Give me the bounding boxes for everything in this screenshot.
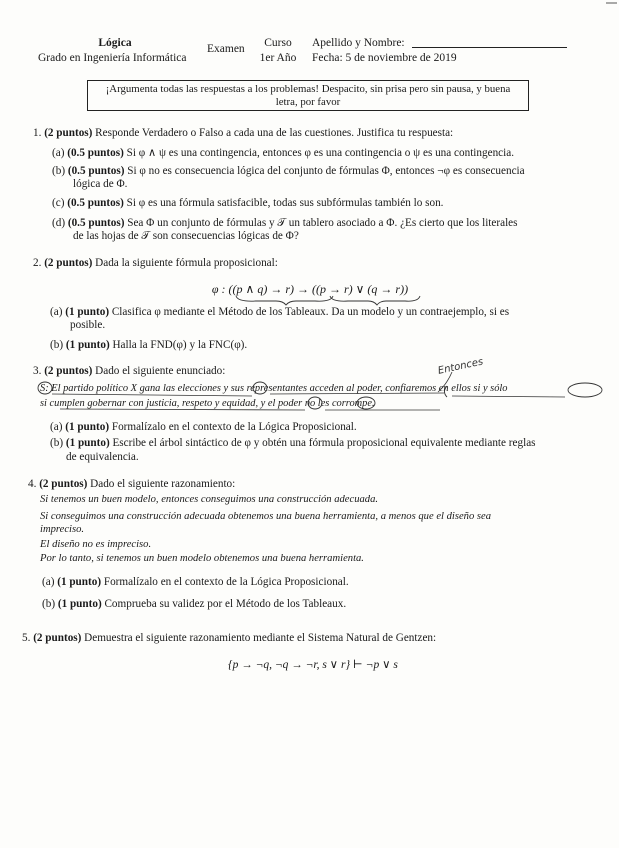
- item-label: (a): [42, 576, 55, 588]
- item-label: (a): [50, 421, 63, 433]
- question-points: (2 puntos): [44, 365, 93, 377]
- q1-item-a: [52, 147, 514, 160]
- item-text: Formalízalo en el contexto de la Lógica Proposicional.: [111, 421, 357, 433]
- item-points: (0.5 puntos): [67, 147, 124, 159]
- q3-item-a: [50, 421, 357, 434]
- q3-statement-line2: si cumplen gobernar con justicia, respeto y equidad, y el poder no les corrompe.: [40, 398, 375, 409]
- q1-item-b-cont: lógica de Φ.: [73, 178, 128, 190]
- question-number: 1.: [33, 127, 42, 139]
- item-points: (1 punto): [65, 421, 110, 433]
- q1-item-d: [52, 217, 518, 230]
- course-value: 1er Año: [259, 52, 297, 64]
- item-points: (1 punto): [65, 306, 110, 318]
- q4-premise-3: El diseño no es impreciso.: [40, 539, 152, 550]
- question-text: Dada la siguiente fórmula proposicional:: [95, 257, 278, 269]
- question-1: [33, 127, 453, 140]
- question-3: [33, 365, 225, 378]
- handwritten-note: Entonces: [437, 356, 485, 377]
- q2-item-b: [50, 339, 247, 352]
- item-points: (1 punto): [65, 437, 110, 449]
- item-points: (1 punto): [57, 576, 102, 588]
- item-label: (b): [42, 598, 56, 610]
- question-text: Dado el siguiente razonamiento:: [90, 478, 236, 490]
- subject-title: Lógica: [98, 37, 132, 49]
- name-label: Apellido y Nombre:: [312, 37, 405, 49]
- item-text: Formalízalo en el contexto de la Lógica Proposicional.: [103, 576, 349, 588]
- name-field-line[interactable]: [412, 47, 567, 48]
- item-label: (b): [50, 339, 64, 351]
- item-text: Clasifica φ mediante el Método de los Tableaux. Da un modelo y un contraejemplo, si es: [111, 306, 510, 318]
- item-points: (0.5 puntos): [67, 217, 125, 229]
- item-points: (1 punto): [57, 598, 102, 610]
- item-text: Comprueba su validez por el Método de los Tableaux.: [104, 598, 347, 610]
- item-text: Sea Φ un conjunto de fórmulas y 𝒯 un tablero asociado a Φ. ¿Es cierto que los literales: [127, 217, 518, 229]
- q3-item-b: [50, 437, 536, 450]
- question-number: 2.: [33, 257, 42, 269]
- item-label: (a): [50, 306, 63, 318]
- q1-item-b: [52, 165, 525, 178]
- question-text: Responde Verdadero o Falso a cada una de las cuestiones. Justifica tu respuesta:: [95, 127, 454, 139]
- question-5: [22, 632, 436, 645]
- q2-item-a: [50, 306, 509, 319]
- q4-premise-2-cont: impreciso.: [40, 524, 85, 535]
- q4-premise-1: Si tenemos un buen modelo, entonces conseguimos una construcción adecuada.: [40, 494, 379, 505]
- degree-name: Grado en Ingeniería Informática: [38, 52, 187, 64]
- item-points: (1 punto): [65, 339, 110, 351]
- q3-item-b-cont: de equivalencia.: [66, 451, 139, 463]
- q2-formula: φ : ((p ∧ q) → r) → ((p → r) ∨ (q → r)): [211, 282, 409, 296]
- q4-conclusion: Por lo tanto, si tenemos un buen modelo obtenemos una buena herramienta.: [40, 553, 364, 564]
- item-label: (b): [50, 437, 64, 449]
- question-points: (2 puntos): [39, 478, 88, 490]
- q3-statement-line1: S: El partido político X gana las elecciones y sus representantes acceden al poder, confiaremos en ellos si y sólo: [40, 383, 508, 394]
- course-label: Curso: [264, 37, 292, 49]
- underline-mark: [452, 396, 565, 397]
- question-points: (2 puntos): [44, 257, 93, 269]
- q1-item-c: [52, 197, 443, 210]
- exam-date: Fecha: 5 de noviembre de 2019: [312, 52, 457, 64]
- q1-item-d-cont: de las hojas de 𝒯 son consecuencias lógicas de Φ?: [73, 230, 299, 242]
- q4-item-a: [42, 576, 349, 589]
- item-text: Si φ es una fórmula satisfacible, todas sus subfórmulas también lo son.: [126, 197, 444, 209]
- question-points: (2 puntos): [44, 127, 93, 139]
- q4-premise-2: Si conseguimos una construcción adecuada obtenemos una buena herramienta, a menos que el diseño sea: [40, 511, 492, 522]
- exam-label: Examen: [207, 43, 245, 55]
- item-label: (b): [52, 165, 66, 177]
- question-number: 5.: [22, 632, 31, 644]
- question-number: 4.: [28, 478, 37, 490]
- item-points: (0.5 puntos): [67, 165, 125, 177]
- question-4: [28, 478, 235, 491]
- instructions-box: ¡Argumenta todas las respuestas a los problemas! Despacito, sin prisa pero sin pausa, y buena letra, por favor: [87, 80, 529, 111]
- question-text: Dado el siguiente enunciado:: [95, 365, 226, 377]
- item-text: Si φ no es consecuencia lógica del conjunto de fórmulas Φ, entonces ¬φ es consecuencia: [127, 165, 525, 177]
- underbrace-mark: [236, 296, 333, 305]
- circle-mark: [568, 383, 602, 397]
- item-label: (c): [52, 197, 65, 209]
- item-label: (d): [52, 217, 66, 229]
- item-text: Halla la FND(φ) y la FNC(φ).: [112, 339, 248, 351]
- item-text: Si φ ∧ ψ es una contingencia, entonces φ es una contingencia o ψ es una contingencia.: [126, 147, 514, 159]
- q4-item-b: [42, 598, 346, 611]
- q2-item-a-cont: posible.: [70, 319, 106, 331]
- question-number: 3.: [33, 365, 42, 377]
- underbrace-mark: [330, 296, 420, 305]
- q5-formula: {p → ¬q, ¬q → ¬r, s ∨ r} ⊢ ¬p ∨ s: [228, 659, 398, 671]
- item-label: (a): [52, 147, 65, 159]
- question-text: Demuestra el siguiente razonamiento mediante el Sistema Natural de Gentzen:: [84, 632, 437, 644]
- item-text: Escribe el árbol sintáctico de φ y obtén una fórmula proposicional equivalente mediante reglas: [112, 437, 536, 449]
- question-2: [33, 257, 278, 270]
- question-points: (2 puntos): [33, 632, 82, 644]
- item-points: (0.5 puntos): [67, 197, 124, 209]
